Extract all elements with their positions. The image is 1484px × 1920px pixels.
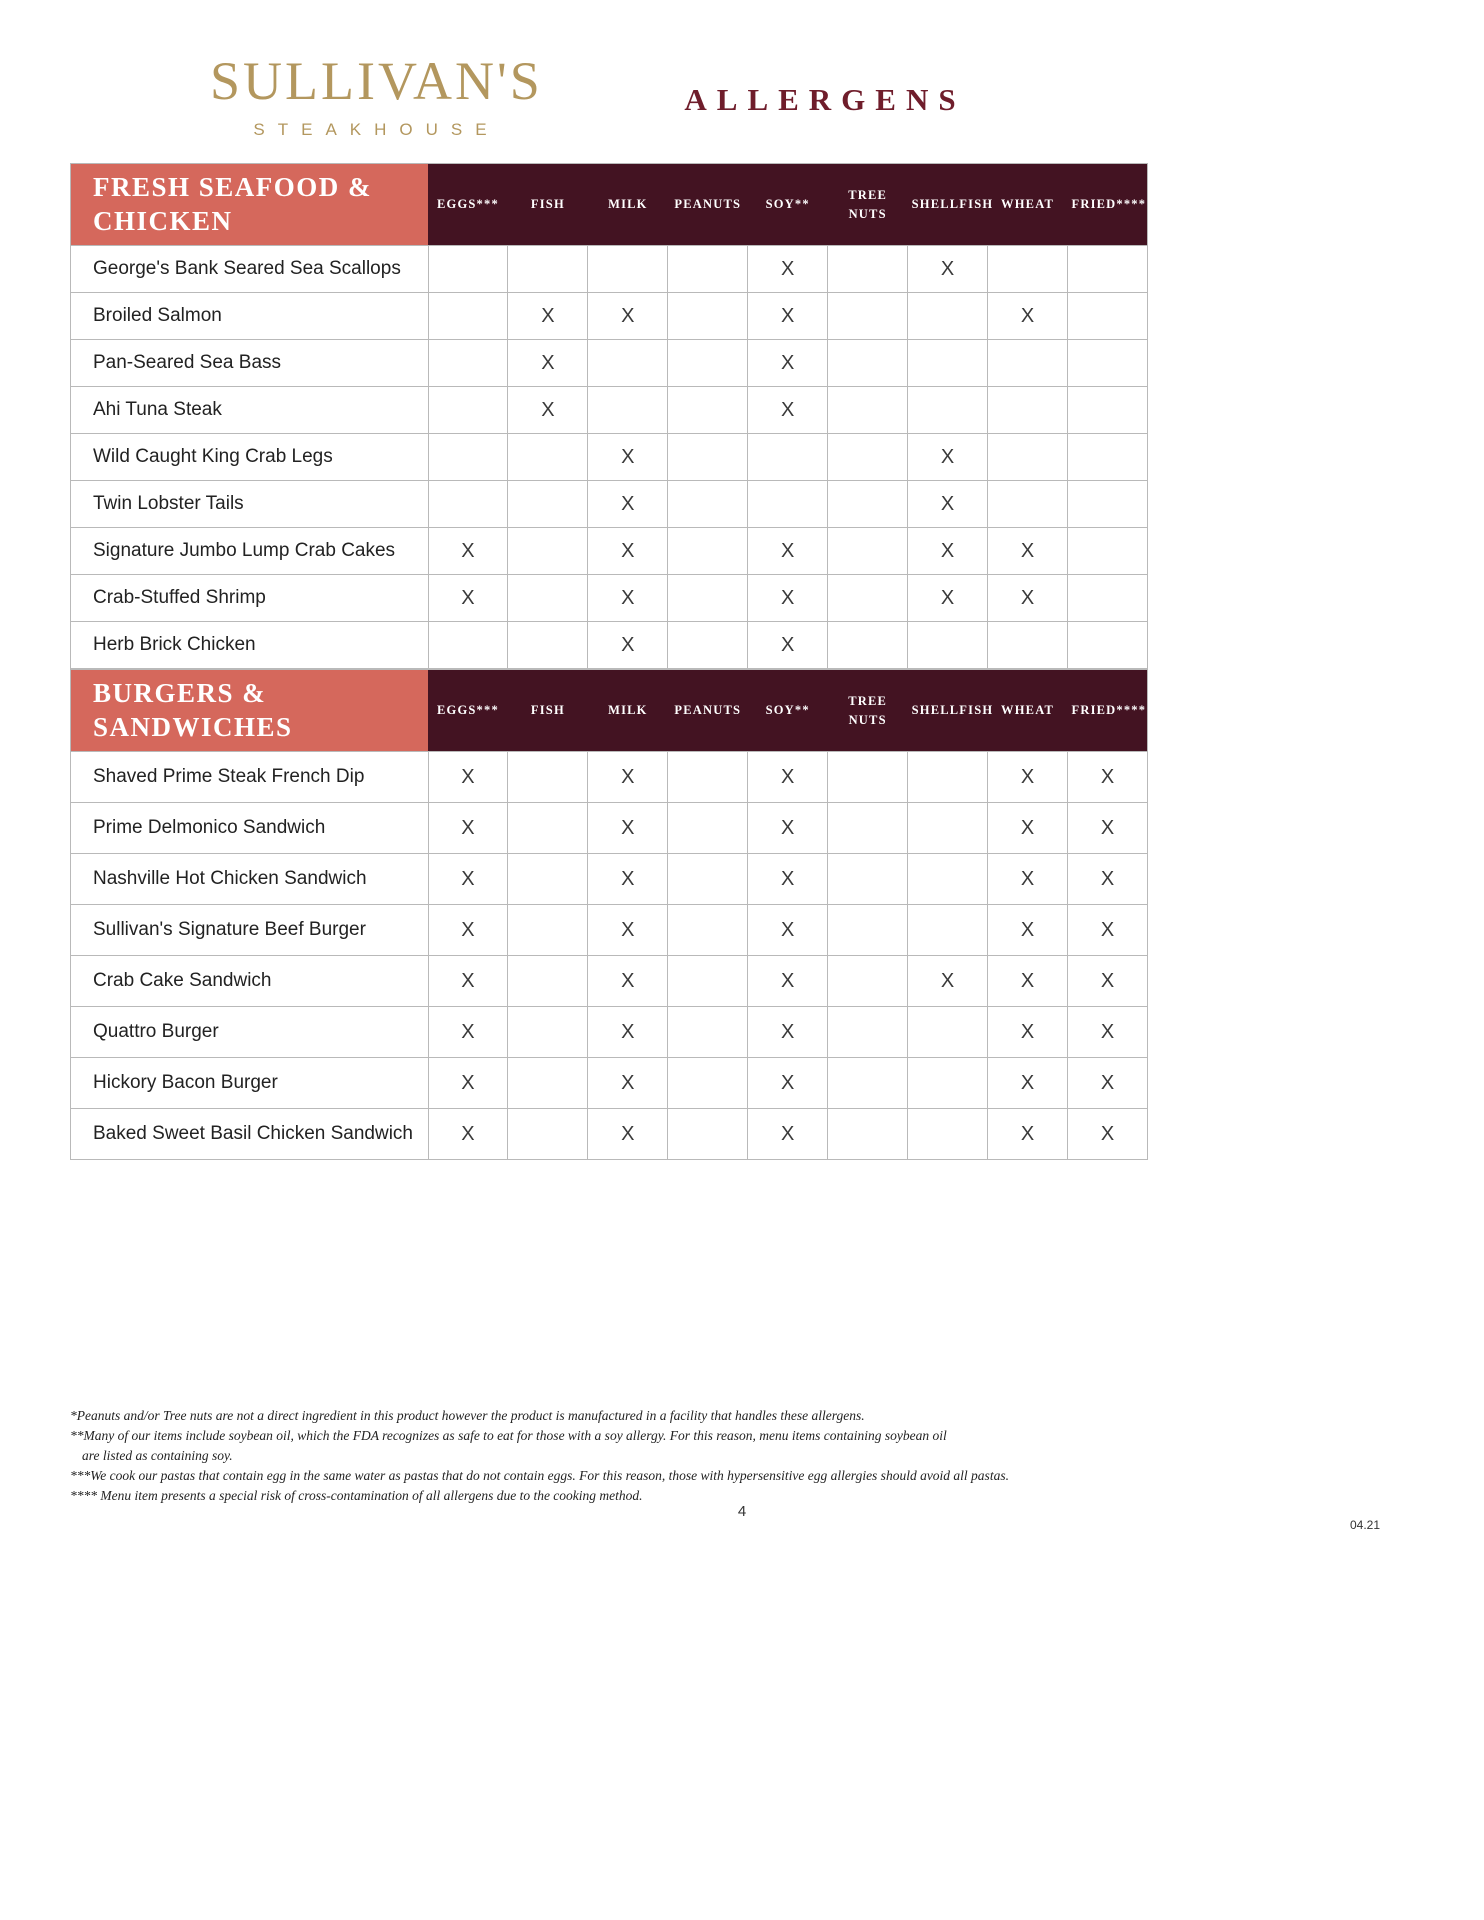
allergen-empty-cell [668,1007,748,1058]
table-row [71,1007,1148,1058]
allergen-mark: X [428,1007,508,1058]
footnote-line: **Many of our items include soybean oil, which the FDA recognizes as safe to eat for those with a soy allergy. For this reason, menu items containing soybean oil [70,1428,947,1443]
column-header-shellfish: SHELLFISH [908,164,988,246]
table-row [71,528,1148,575]
allergen-mark: X [1068,752,1148,803]
table-row [71,854,1148,905]
menu-item-name: Sullivan's Signature Beef Burger [71,905,429,956]
allergen-mark: X [588,1058,668,1109]
page-title: ALLERGENS [684,82,966,117]
allergen-empty-cell [428,434,508,481]
menu-item-name: Crab-Stuffed Shrimp [71,575,429,622]
allergen-mark: X [748,1109,828,1160]
allergen-empty-cell [828,956,908,1007]
allergen-empty-cell [908,1109,988,1160]
allergen-empty-cell [988,387,1068,434]
column-header-shellfish: SHELLFISH [908,670,988,752]
allergen-empty-cell [508,905,588,956]
allergen-empty-cell [668,528,748,575]
allergen-empty-cell [508,528,588,575]
allergen-empty-cell [1068,434,1148,481]
allergen-mark: X [988,575,1068,622]
allergen-empty-cell [908,905,988,956]
allergen-empty-cell [828,481,908,528]
allergen-mark: X [748,622,828,669]
allergen-mark: X [988,956,1068,1007]
allergen-mark: X [588,956,668,1007]
allergen-mark: X [908,575,988,622]
allergen-empty-cell [988,434,1068,481]
table-row [71,622,1148,669]
allergen-empty-cell [508,1058,588,1109]
allergen-mark: X [988,1007,1068,1058]
column-header-fried: FRIED**** [1068,670,1148,752]
allergen-empty-cell [508,752,588,803]
footnote-line: *Peanuts and/or Tree nuts are not a direct ingredient in this product however the product is manufactured in a facility that handles these allergens. [70,1408,865,1423]
allergen-empty-cell [1068,340,1148,387]
allergen-mark: X [1068,803,1148,854]
restaurant-logo [210,50,543,140]
allergen-empty-cell [1068,622,1148,669]
allergen-mark: X [748,1058,828,1109]
allergen-mark: X [748,340,828,387]
column-header-peanuts: PEANUTS [668,164,748,246]
column-header-soy: SOY** [748,670,828,752]
allergen-empty-cell [668,340,748,387]
allergen-empty-cell [508,481,588,528]
allergen-empty-cell [668,575,748,622]
allergen-empty-cell [908,293,988,340]
allergen-empty-cell [508,803,588,854]
table-row [71,1058,1148,1109]
allergen-empty-cell [908,803,988,854]
allergen-mark: X [588,1007,668,1058]
menu-item-name: Twin Lobster Tails [71,481,429,528]
allergen-mark: X [988,1058,1068,1109]
table-header-row [71,164,1148,246]
table-row [71,246,1148,293]
allergen-empty-cell [668,246,748,293]
allergen-mark: X [908,246,988,293]
allergen-mark: X [988,803,1068,854]
allergen-empty-cell [828,1007,908,1058]
allergen-empty-cell [1068,293,1148,340]
allergen-empty-cell [1068,481,1148,528]
allergen-mark: X [428,752,508,803]
allergen-mark: X [428,528,508,575]
menu-item-name: Herb Brick Chicken [71,622,429,669]
allergen-empty-cell [748,434,828,481]
allergen-empty-cell [828,752,908,803]
allergen-empty-cell [508,246,588,293]
menu-item-name: Quattro Burger [71,1007,429,1058]
allergen-empty-cell [428,246,508,293]
allergen-empty-cell [668,956,748,1007]
allergen-empty-cell [508,854,588,905]
allergen-empty-cell [908,1007,988,1058]
allergen-empty-cell [908,752,988,803]
allergen-empty-cell [508,434,588,481]
allergen-mark: X [428,1058,508,1109]
menu-item-name: Prime Delmonico Sandwich [71,803,429,854]
allergen-empty-cell [668,1058,748,1109]
allergen-mark: X [588,528,668,575]
allergen-mark: X [508,293,588,340]
column-header-fish: FISH [508,164,588,246]
table-row [71,752,1148,803]
allergen-empty-cell [668,905,748,956]
menu-item-name: Shaved Prime Steak French Dip [71,752,429,803]
allergen-mark: X [748,387,828,434]
allergen-mark: X [748,752,828,803]
allergen-mark: X [588,622,668,669]
allergen-mark: X [748,528,828,575]
allergen-empty-cell [668,293,748,340]
column-header-eggs: EGGS*** [428,670,508,752]
allergen-empty-cell [1068,387,1148,434]
allergen-mark: X [588,854,668,905]
allergen-empty-cell [988,481,1068,528]
allergen-mark: X [988,905,1068,956]
allergen-empty-cell [828,246,908,293]
allergen-mark: X [988,752,1068,803]
allergen-empty-cell [1068,528,1148,575]
allergen-mark: X [748,293,828,340]
allergen-mark: X [428,905,508,956]
allergen-empty-cell [988,340,1068,387]
allergen-mark: X [428,575,508,622]
column-header-wheat: WHEAT [988,670,1068,752]
allergen-empty-cell [668,434,748,481]
menu-item-name: Pan-Seared Sea Bass [71,340,429,387]
allergen-mark: X [988,528,1068,575]
allergen-empty-cell [428,293,508,340]
allergen-mark: X [748,246,828,293]
allergen-table-1 [70,163,1148,669]
allergen-mark: X [908,956,988,1007]
column-header-milk: MILK [588,164,668,246]
allergen-mark: X [908,528,988,575]
allergen-empty-cell [908,854,988,905]
table-row [71,340,1148,387]
allergen-mark: X [988,1109,1068,1160]
table-row [71,434,1148,481]
allergen-empty-cell [908,622,988,669]
allergen-empty-cell [828,575,908,622]
column-header-peanuts: PEANUTS [668,670,748,752]
allergen-empty-cell [588,340,668,387]
allergen-table-2 [70,669,1148,1160]
menu-item-name: Ahi Tuna Steak [71,387,429,434]
allergen-empty-cell [828,1058,908,1109]
allergen-empty-cell [748,481,828,528]
allergen-empty-cell [828,1109,908,1160]
allergen-empty-cell [668,854,748,905]
allergen-empty-cell [508,622,588,669]
allergen-empty-cell [1068,246,1148,293]
section-title: FRESH SEAFOOD & CHICKEN [71,164,429,246]
footnote-line: ***We cook our pastas that contain egg in the same water as pastas that do not contain eggs. For this reason, those with hypersensitive egg allergies should avoid all pastas. [70,1468,1009,1483]
allergen-empty-cell [428,387,508,434]
allergen-empty-cell [908,1058,988,1109]
page-number: 4 [737,1503,747,1520]
allergen-mark: X [988,293,1068,340]
allergen-mark: X [428,854,508,905]
allergen-mark: X [748,575,828,622]
table-row [71,1109,1148,1160]
menu-item-name: Baked Sweet Basil Chicken Sandwich [71,1109,429,1160]
allergen-mark: X [588,293,668,340]
menu-item-name: Hickory Bacon Burger [71,1058,429,1109]
allergen-mark: X [748,905,828,956]
column-header-wheat: WHEAT [988,164,1068,246]
allergen-empty-cell [428,622,508,669]
menu-item-name: Crab Cake Sandwich [71,956,429,1007]
allergen-mark: X [748,803,828,854]
allergen-mark: X [1068,1007,1148,1058]
table-row [71,956,1148,1007]
allergen-mark: X [508,340,588,387]
allergen-mark: X [908,481,988,528]
allergen-mark: X [588,1109,668,1160]
allergen-empty-cell [508,1109,588,1160]
allergen-empty-cell [508,575,588,622]
footnotes [70,1406,1180,1506]
allergen-mark: X [748,1007,828,1058]
allergen-mark: X [588,575,668,622]
logo-subtitle: STEAKHOUSE [253,120,500,139]
allergen-empty-cell [908,387,988,434]
menu-item-name: Signature Jumbo Lump Crab Cakes [71,528,429,575]
allergen-empty-cell [828,905,908,956]
allergen-mark: X [908,434,988,481]
logo-wordmark: SULLIVAN'S [210,51,543,111]
allergen-empty-cell [828,293,908,340]
table-row [71,905,1148,956]
allergen-empty-cell [828,528,908,575]
allergen-empty-cell [828,803,908,854]
section-title: BURGERS & SANDWICHES [71,670,429,752]
allergen-empty-cell [588,387,668,434]
allergen-empty-cell [988,246,1068,293]
allergen-tables [70,163,1148,1160]
allergen-empty-cell [668,803,748,854]
allergen-empty-cell [668,387,748,434]
allergen-empty-cell [1068,575,1148,622]
version-stamp: 04.21 [1349,1518,1380,1532]
allergen-mark: X [588,905,668,956]
allergen-mark: X [588,803,668,854]
column-header-tree-nuts: TREE NUTS [828,670,908,752]
footnote-line: are listed as containing soy. [82,1448,233,1463]
table-row [71,481,1148,528]
column-header-fish: FISH [508,670,588,752]
allergen-empty-cell [668,622,748,669]
allergen-empty-cell [828,340,908,387]
menu-item-name: Broiled Salmon [71,293,429,340]
allergen-empty-cell [668,752,748,803]
allergen-mark: X [428,1109,508,1160]
allergen-empty-cell [988,622,1068,669]
column-header-milk: MILK [588,670,668,752]
allergen-mark: X [428,803,508,854]
allergen-empty-cell [668,1109,748,1160]
allergen-empty-cell [908,340,988,387]
allergen-mark: X [1068,956,1148,1007]
table-row [71,803,1148,854]
allergen-mark: X [428,956,508,1007]
allergen-mark: X [1068,854,1148,905]
allergen-empty-cell [508,956,588,1007]
allergen-mark: X [988,854,1068,905]
column-header-fried: FRIED**** [1068,164,1148,246]
column-header-eggs: EGGS*** [428,164,508,246]
allergen-empty-cell [508,1007,588,1058]
allergen-empty-cell [588,246,668,293]
table-row [71,387,1148,434]
allergen-mark: X [588,481,668,528]
footnote-line: **** Menu item presents a special risk of cross-contamination of all allergens due to the cooking method. [70,1488,643,1503]
allergen-mark: X [588,434,668,481]
allergen-empty-cell [428,340,508,387]
allergen-empty-cell [828,387,908,434]
allergen-mark: X [1068,1109,1148,1160]
column-header-soy: SOY** [748,164,828,246]
allergen-empty-cell [668,481,748,528]
allergen-mark: X [508,387,588,434]
table-header-row [71,670,1148,752]
allergen-mark: X [1068,1058,1148,1109]
allergen-empty-cell [828,854,908,905]
table-row [71,575,1148,622]
allergen-empty-cell [828,434,908,481]
menu-item-name: Wild Caught King Crab Legs [71,434,429,481]
menu-item-name: Nashville Hot Chicken Sandwich [71,854,429,905]
allergen-mark: X [748,854,828,905]
allergen-mark: X [1068,905,1148,956]
column-header-tree-nuts: TREE NUTS [828,164,908,246]
allergen-empty-cell [428,481,508,528]
allergen-mark: X [748,956,828,1007]
menu-item-name: George's Bank Seared Sea Scallops [71,246,429,293]
allergen-empty-cell [828,622,908,669]
table-row [71,293,1148,340]
allergen-mark: X [588,752,668,803]
